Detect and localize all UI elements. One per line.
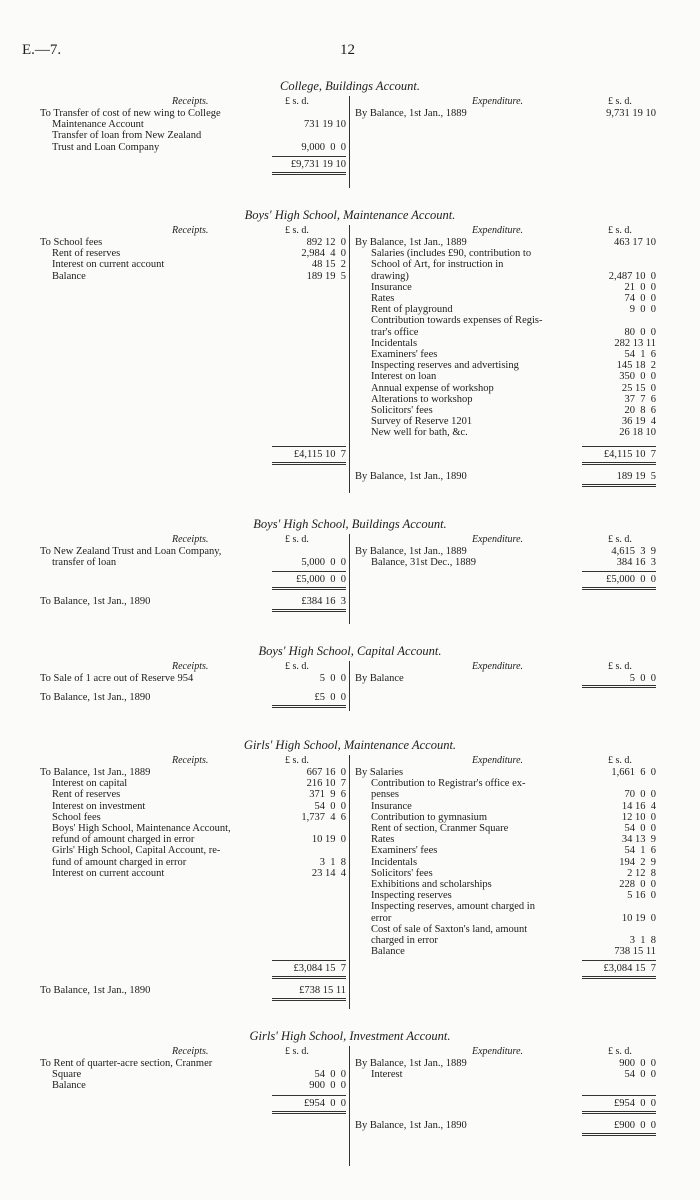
receipt-label: Square	[52, 1069, 82, 1081]
receipt-label: School fees	[52, 811, 101, 823]
receipt-amount: 2,984 4 0	[301, 248, 346, 260]
expenditure-amount: 54 1 6	[624, 349, 656, 360]
expenditure-label: Inspecting reserves	[371, 890, 452, 902]
receipt-label: Balance	[52, 270, 86, 282]
expenditure-label: Interest	[371, 1069, 403, 1081]
receipt-label: To Sale of 1 acre out of Reserve 954	[40, 673, 194, 684]
total-double-rule	[582, 976, 656, 979]
expenditure-heading: Expenditure.	[472, 1046, 524, 1057]
expenditure-label: Contribution towards expenses of Regis-	[371, 315, 543, 327]
receipt-amount: 900 0 0	[309, 1080, 346, 1092]
balance-forward-label: By Balance, 1st Jan., 1890	[355, 470, 467, 482]
account-title: Boys' High School, Buildings Account.	[253, 517, 447, 531]
expenditure-amount: 34 13 9	[621, 834, 656, 846]
receipt-label: Trust and Loan Company	[52, 141, 160, 153]
expenditure-amount: 350 0 0	[619, 371, 656, 383]
expenditure-label: Rent of playground	[371, 304, 453, 316]
expenditure-label: charged in error	[371, 935, 438, 946]
expenditure-amount: 12 10 0	[621, 811, 656, 823]
total-rule	[272, 446, 346, 447]
balance-forward-label: To Balance, 1st Jan., 1890	[40, 985, 151, 997]
total-rule	[582, 1095, 656, 1096]
expenditure-amount: 282 13 11	[614, 337, 656, 349]
account-title: Girls' High School, Investment Account.	[249, 1029, 451, 1043]
expenditure-label: drawing)	[371, 270, 409, 282]
expenditure-amount: 3 1 8	[629, 935, 656, 946]
balance-forward-label: To Balance, 1st Jan., 1890	[40, 596, 151, 608]
column-divider	[349, 96, 350, 188]
receipt-amount: 5,000 0 0	[301, 557, 346, 569]
expenditure-amount: 5 16 0	[627, 890, 656, 902]
expenditure-amount: 5 0 0	[629, 673, 656, 684]
expenditure-amount: 25 15 0	[621, 382, 656, 394]
account-title: College, Buildings Account.	[279, 79, 421, 93]
total-double-rule	[582, 462, 656, 465]
receipt-label: To Rent of quarter-acre section, Cranmer	[40, 1058, 213, 1069]
expenditure-label: error	[371, 912, 392, 924]
receipt-label: fund of amount charged in error	[52, 856, 187, 868]
receipt-label: Interest on current account	[52, 867, 165, 879]
receipt-label: Transfer of loan from New Zealand	[52, 130, 202, 142]
expenditure-amount: 2,487 10 0	[608, 270, 656, 282]
receipts-total: £5,000 0 0	[296, 574, 346, 586]
expenditure-label: Solicitors' fees	[371, 405, 433, 416]
total-rule	[582, 446, 656, 447]
lsd-heading: £ s. d.	[608, 661, 632, 672]
expenditure-label: Incidentals	[371, 337, 418, 349]
expenditure-label: Solicitors' fees	[371, 867, 433, 879]
receipt-amount: 216 10 7	[306, 778, 346, 790]
total-rule	[272, 156, 346, 157]
lsd-heading: £ s. d.	[285, 1046, 309, 1057]
expenditure-label: Balance	[371, 946, 405, 958]
lsd-heading: £ s. d.	[285, 534, 309, 545]
account-section	[0, 80, 700, 192]
lsd-heading: £ s. d.	[285, 225, 309, 236]
balance-forward-amount: £384 16 3	[301, 596, 346, 608]
receipt-amount: 892 12 0	[306, 237, 346, 248]
total-double-rule	[582, 1111, 656, 1114]
expenditure-amount: 9 0 0	[629, 304, 656, 316]
expenditure-label: Contribution to Registrar's office ex-	[371, 778, 526, 790]
expenditure-label: Rates	[371, 834, 395, 846]
receipt-amount: 731 19 10	[304, 119, 346, 131]
expenditure-label: Examiners' fees	[371, 349, 438, 360]
column-divider	[349, 534, 350, 624]
lsd-heading: £ s. d.	[608, 534, 632, 545]
expenditure-amount: 54 0 0	[624, 1069, 656, 1081]
expenditure-label: Inspecting reserves and advertising	[371, 360, 519, 372]
receipt-amount: 667 16 0	[306, 767, 346, 778]
lsd-heading: £ s. d.	[285, 661, 309, 672]
receipt-label: Rent of reserves	[52, 789, 121, 801]
total-double-rule	[582, 685, 656, 688]
balance-forward-amount: £5 0 0	[314, 692, 346, 704]
expenditure-total: £5,000 0 0	[606, 574, 656, 586]
account-section	[0, 739, 700, 1013]
receipt-label: Interest on capital	[52, 778, 128, 790]
expenditure-amount: 21 0 0	[624, 281, 656, 293]
expenditure-label: Interest on loan	[371, 371, 437, 383]
balance-double-rule	[582, 484, 656, 487]
column-divider	[349, 225, 350, 493]
expenditure-total: £954 0 0	[614, 1097, 656, 1109]
expenditure-amount: 54 0 0	[624, 823, 656, 834]
receipt-label: Boys' High School, Maintenance Account,	[52, 823, 231, 834]
expenditure-amount: 738 15 11	[614, 946, 656, 958]
account-section	[0, 1030, 700, 1170]
receipt-amount: 23 14 4	[311, 867, 346, 879]
expenditure-label: Incidentals	[371, 856, 418, 868]
column-divider	[349, 755, 350, 1009]
expenditure-amount: 37 7 6	[624, 393, 656, 405]
receipt-label: refund of amount charged in error	[52, 834, 195, 846]
receipt-label: Girls' High School, Capital Account, re-	[52, 845, 221, 857]
expenditure-label: Rates	[371, 293, 395, 304]
expenditure-label: Contribution to gymnasium	[371, 811, 488, 823]
receipt-label: Maintenance Account	[52, 119, 144, 131]
expenditure-amount: 1,661 6 0	[611, 767, 656, 778]
expenditure-amount: 2 12 8	[627, 867, 656, 879]
expenditure-amount: 194 2 9	[619, 856, 656, 868]
receipts-heading: Receipts.	[172, 225, 209, 236]
receipts-heading: Receipts.	[172, 661, 209, 672]
expenditure-amount: 384 16 3	[616, 557, 656, 569]
lsd-heading: £ s. d.	[285, 755, 309, 766]
lsd-heading: £ s. d.	[608, 755, 632, 766]
expenditure-label: penses	[371, 789, 399, 801]
total-rule	[272, 571, 346, 572]
balance-forward-amount: £738 15 11	[299, 985, 346, 997]
expenditure-amount: 20 8 6	[624, 405, 656, 416]
total-rule	[272, 1095, 346, 1096]
receipt-amount: 48 15 2	[311, 259, 346, 271]
total-rule	[582, 960, 656, 961]
receipt-label: transfer of loan	[52, 557, 117, 569]
expenditure-label: Salaries (includes £90, contribution to	[371, 248, 532, 260]
expenditure-label: Insurance	[371, 800, 412, 812]
expenditure-heading: Expenditure.	[472, 534, 524, 545]
balance-double-rule	[272, 609, 346, 612]
total-double-rule	[272, 976, 346, 979]
column-divider	[349, 1046, 350, 1166]
receipt-label: Balance	[52, 1080, 86, 1092]
expenditure-heading: Expenditure.	[472, 661, 524, 672]
lsd-heading: £ s. d.	[285, 96, 309, 107]
receipt-amount: 54 0 0	[314, 800, 346, 812]
expenditure-amount: 26 18 10	[619, 427, 656, 439]
expenditure-amount: 36 19 4	[621, 416, 656, 428]
receipts-total: £9,731 19 10	[290, 158, 346, 170]
balance-forward-label: By Balance, 1st Jan., 1890	[355, 1119, 467, 1131]
receipt-label: Rent of reserves	[52, 248, 121, 260]
balance-forward-amount: £900 0 0	[614, 1119, 656, 1131]
expenditure-label: By Balance, 1st Jan., 1889	[355, 237, 467, 248]
total-double-rule	[582, 587, 656, 590]
total-rule	[272, 960, 346, 961]
expenditure-label: Inspecting reserves, amount charged in	[371, 901, 535, 913]
expenditure-label: By Balance	[355, 673, 404, 684]
balance-double-rule	[582, 1133, 656, 1136]
receipt-amount: 9,000 0 0	[301, 141, 346, 153]
expenditure-label: trar's office	[371, 326, 419, 338]
page-ref: E.—7.	[22, 42, 62, 58]
expenditure-label: Cost of sale of Saxton's land, amount	[371, 923, 528, 935]
expenditure-amount: 10 19 0	[621, 912, 656, 924]
expenditure-label: Balance, 31st Dec., 1889	[371, 557, 476, 569]
lsd-heading: £ s. d.	[608, 225, 632, 236]
receipt-label: To New Zealand Trust and Loan Company,	[40, 546, 222, 557]
receipt-amount: 5 0 0	[319, 673, 346, 684]
expenditure-total: £4,115 10 7	[603, 448, 656, 460]
receipts-total: £4,115 10 7	[293, 448, 346, 460]
total-double-rule	[272, 172, 346, 175]
expenditure-amount: 9,731 19 10	[606, 108, 656, 119]
balance-forward-amount: 189 19 5	[616, 470, 656, 482]
receipt-label: Interest on investment	[52, 800, 146, 812]
expenditure-amount: 463 17 10	[614, 237, 656, 248]
expenditure-label: Survey of Reserve 1201	[371, 416, 473, 428]
receipts-total: £3,084 15 7	[293, 963, 346, 975]
lsd-heading: £ s. d.	[608, 96, 632, 107]
expenditure-total: £3,084 15 7	[603, 963, 656, 975]
expenditure-amount: 900 0 0	[619, 1058, 656, 1069]
expenditure-amount: 74 0 0	[624, 293, 656, 304]
receipts-heading: Receipts.	[172, 1046, 209, 1057]
page-number: 12	[340, 42, 355, 58]
expenditure-label: Rent of section, Cranmer Square	[371, 823, 509, 834]
expenditure-heading: Expenditure.	[472, 225, 524, 236]
expenditure-label: New well for bath, &c.	[371, 427, 468, 439]
total-double-rule	[272, 587, 346, 590]
expenditure-amount: 54 1 6	[624, 845, 656, 857]
receipt-amount: 1,737 4 6	[301, 811, 346, 823]
receipt-label: To Transfer of cost of new wing to College	[40, 108, 221, 119]
expenditure-label: Exhibitions and scholarships	[371, 879, 492, 890]
receipt-amount: 10 19 0	[311, 834, 346, 846]
receipts-total: £954 0 0	[304, 1097, 346, 1109]
expenditure-label: Annual expense of workshop	[371, 382, 494, 394]
total-rule	[582, 571, 656, 572]
expenditure-amount: 228 0 0	[619, 879, 656, 890]
expenditure-amount: 4,615 3 9	[611, 546, 656, 557]
expenditure-label: By Balance, 1st Jan., 1889	[355, 108, 467, 119]
receipts-heading: Receipts.	[172, 96, 209, 107]
receipt-amount: 54 0 0	[314, 1069, 346, 1081]
total-double-rule	[272, 462, 346, 465]
lsd-heading: £ s. d.	[608, 1046, 632, 1057]
account-title: Boys' High School, Maintenance Account.	[244, 208, 456, 222]
expenditure-label: By Balance, 1st Jan., 1889	[355, 546, 467, 557]
expenditure-amount: 14 16 4	[621, 800, 656, 812]
receipt-label: To School fees	[40, 237, 103, 248]
receipts-heading: Receipts.	[172, 755, 209, 766]
account-section	[0, 518, 700, 628]
expenditure-amount: 80 0 0	[624, 326, 656, 338]
account-section	[0, 209, 700, 497]
balance-forward-label: To Balance, 1st Jan., 1890	[40, 692, 151, 704]
total-double-rule	[272, 1111, 346, 1114]
account-section	[0, 645, 700, 715]
receipt-amount: 3 1 8	[319, 856, 346, 868]
expenditure-heading: Expenditure.	[472, 96, 524, 107]
expenditure-label: By Balance, 1st Jan., 1889	[355, 1058, 467, 1069]
account-title: Girls' High School, Maintenance Account.	[243, 738, 457, 752]
expenditure-label: By Salaries	[355, 767, 404, 778]
receipt-amount: 371 9 6	[309, 789, 346, 801]
balance-double-rule	[272, 705, 346, 708]
expenditure-heading: Expenditure.	[472, 755, 524, 766]
expenditure-label: Examiners' fees	[371, 845, 438, 857]
account-title: Boys' High School, Capital Account.	[258, 644, 442, 658]
receipts-heading: Receipts.	[172, 534, 209, 545]
receipt-label: Interest on current account	[52, 259, 165, 271]
expenditure-amount: 145 18 2	[616, 360, 656, 372]
expenditure-amount: 70 0 0	[624, 789, 656, 801]
expenditure-label: Alterations to workshop	[371, 393, 473, 405]
balance-double-rule	[272, 998, 346, 1001]
receipt-amount: 189 19 5	[306, 270, 346, 282]
expenditure-label: School of Art, for instruction in	[371, 259, 504, 271]
receipt-label: To Balance, 1st Jan., 1889	[40, 767, 151, 778]
column-divider	[349, 661, 350, 711]
expenditure-label: Insurance	[371, 281, 412, 293]
